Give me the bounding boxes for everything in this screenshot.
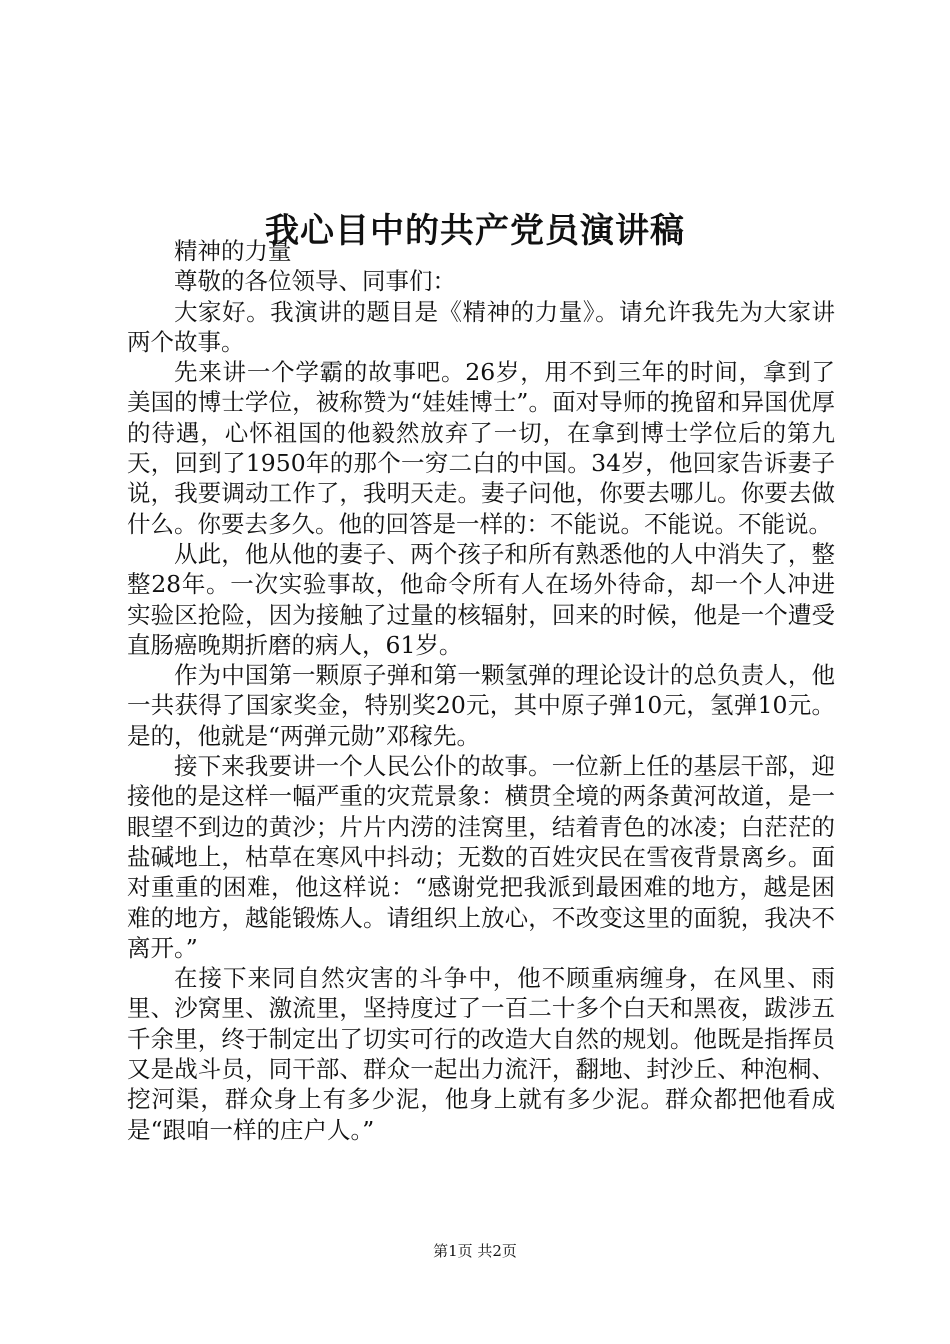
- body-paragraph: 在接下来同自然灾害的斗争中，他不顾重病缠身，在风里、雨里、沙窝里、激流里，坚持度过了一百二十多个白天和黑夜，跋涉五千余里，终于制定出了切实可行的改造大自然的规划。他既是指挥员又是战斗员，同干部、群众一起出力流汗，翻地、封沙丘、种泡桐、挖河渠，群众身上有多少泥，他身上就有多少泥。群众都把他看成是“跟咱一样的庄户人。”: [127, 964, 835, 1144]
- body-paragraph: 先来讲一个学霸的故事吧。26岁，用不到三年的时间，拿到了美国的博士学位，被称赞为“娃娃博士”。面对导师的挽留和异国优厚的待遇，心怀祖国的他毅然放弃了一切，在拿到博士学位后的第九天，回到了1950年的那个一穷二白的中国。34岁，他回家告诉妻子说，我要调动工作了，我明天走。妻子问他，你要去哪儿。你要去做什么。你要去多久。他的回答是一样的：不能说。不能说。不能说。: [127, 358, 835, 538]
- page-number-footer: 第1页 共2页: [433, 1242, 517, 1260]
- body-paragraph: 大家好。我演讲的题目是《精神的力量》。请允许我先为大家讲两个故事。: [127, 297, 835, 356]
- document-body: [127, 236, 835, 1145]
- document-title: 我心目中的共产党员演讲稿: [265, 210, 685, 251]
- body-paragraph: 从此，他从他的妻子、两个孩子和所有熟悉他的人中消失了，整整28年。一次实验事故，他命令所有人在场外待命，却一个人冲进实验区抢险，因为接触了过量的核辐射，回来的时候，他是一个遭受直肠癌晚期折磨的病人，61岁。: [127, 539, 835, 659]
- body-paragraph: 作为中国第一颗原子弹和第一颗氢弹的理论设计的总负责人，他一共获得了国家奖金，特别奖20元，其中原子弹10元，氢弹10元。是的，他就是“两弹元勋”邓稼先。: [127, 661, 835, 750]
- salutation-paragraph: 尊敬的各位领导、同事们：: [174, 267, 456, 296]
- body-paragraph: 接下来我要讲一个人民公仆的故事。一位新上任的基层干部，迎接他的是这样一幅严重的灾荒景象：横贯全境的两条黄河故道，是一眼望不到边的黄沙；片片内涝的洼窝里，结着青色的冰凌；白茫茫的盐碱地上，枯草在寒风中抖动；无数的百姓灾民在雪夜背景离乡。面对重重的困难，他这样说：“感谢党把我派到最困难的地方，越是困难的地方，越能锻炼人。请组织上放心，不改变这里的面貌，我决不离开。”: [127, 752, 835, 962]
- subtitle-paragraph: 精神的力量: [174, 237, 292, 265]
